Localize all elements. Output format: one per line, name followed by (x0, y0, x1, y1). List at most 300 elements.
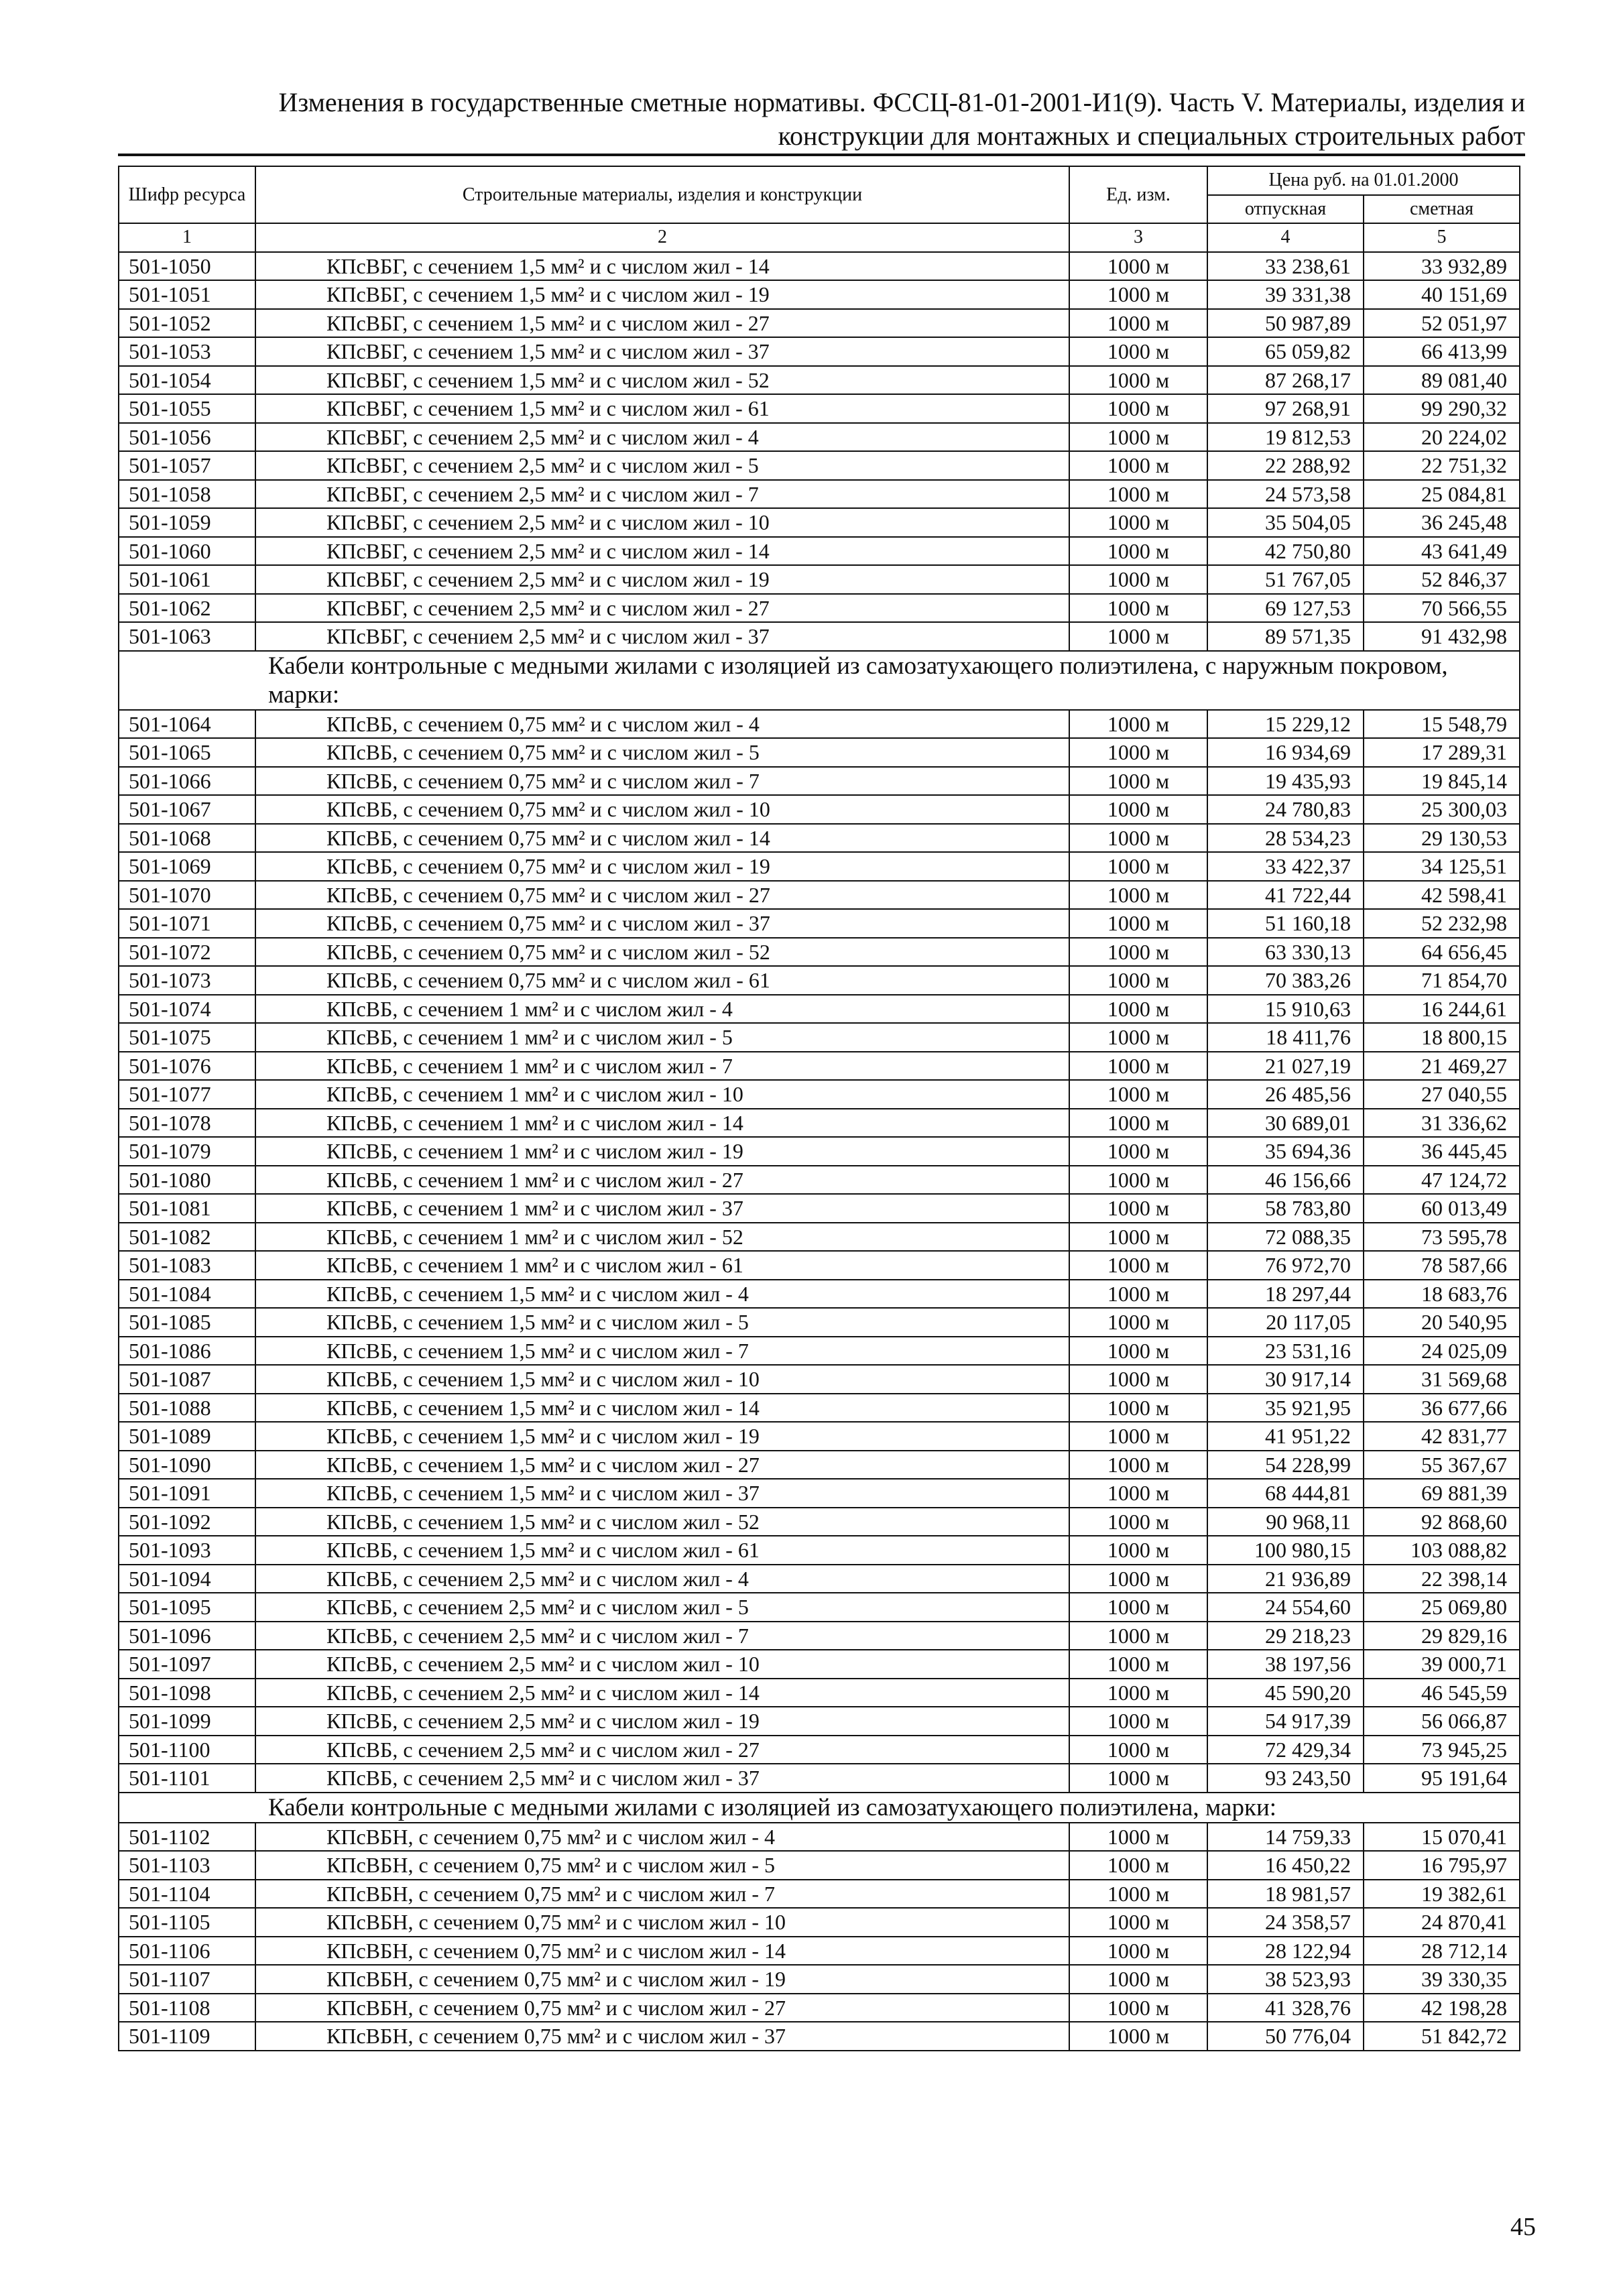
material-name: КПсВБ, с сечением 2,5 мм² и с числом жил - 10 (255, 1650, 1069, 1679)
resource-code: 501-1105 (119, 1908, 255, 1937)
resource-code: 501-1106 (119, 1937, 255, 1966)
unit: 1000 м (1069, 280, 1207, 309)
estimate-price: 27 040,55 (1364, 1080, 1520, 1109)
estimate-price: 51 842,72 (1364, 2022, 1520, 2051)
release-price: 87 268,17 (1207, 366, 1364, 395)
table-row (119, 1223, 1520, 1252)
unit: 1000 м (1069, 1194, 1207, 1223)
release-price: 70 383,26 (1207, 966, 1364, 995)
material-name: КПсВБГ, с сечением 2,5 мм² и с числом жил - 27 (255, 594, 1069, 623)
release-price: 97 268,91 (1207, 394, 1364, 423)
resource-code: 501-1050 (119, 252, 255, 281)
release-price: 46 156,66 (1207, 1166, 1364, 1195)
estimate-price: 78 587,66 (1364, 1251, 1520, 1280)
material-name: КПсВБГ, с сечением 2,5 мм² и с числом жил - 19 (255, 565, 1069, 594)
table-row (119, 337, 1520, 366)
release-price: 50 776,04 (1207, 2022, 1364, 2051)
material-name: КПсВБГ, с сечением 2,5 мм² и с числом жил - 4 (255, 423, 1069, 452)
resource-code: 501-1067 (119, 795, 255, 824)
resource-code: 501-1090 (119, 1451, 255, 1479)
material-name: КПсВБ, с сечением 1,5 мм² и с числом жил - 10 (255, 1365, 1069, 1394)
estimate-price: 47 124,72 (1364, 1166, 1520, 1195)
resource-code: 501-1051 (119, 280, 255, 309)
table-row (119, 966, 1520, 995)
unit: 1000 м (1069, 1308, 1207, 1337)
unit: 1000 м (1069, 1536, 1207, 1565)
release-price: 54 917,39 (1207, 1707, 1364, 1736)
material-name: КПсВБ, с сечением 0,75 мм² и с числом жил - 61 (255, 966, 1069, 995)
resource-code: 501-1094 (119, 1565, 255, 1593)
table-row (119, 1622, 1520, 1650)
release-price: 90 968,11 (1207, 1508, 1364, 1536)
estimate-price: 15 548,79 (1364, 710, 1520, 739)
unit: 1000 м (1069, 1965, 1207, 1994)
material-name: КПсВБ, с сечением 1 мм² и с числом жил - 4 (255, 995, 1069, 1024)
material-name: КПсВБ, с сечением 2,5 мм² и с числом жил - 14 (255, 1679, 1069, 1707)
unit: 1000 м (1069, 1023, 1207, 1052)
estimate-price: 18 800,15 (1364, 1023, 1520, 1052)
release-price: 38 197,56 (1207, 1650, 1364, 1679)
estimate-price: 22 398,14 (1364, 1565, 1520, 1593)
release-price: 72 429,34 (1207, 1736, 1364, 1764)
table-row (119, 1308, 1520, 1337)
material-name: КПсВБ, с сечением 0,75 мм² и с числом жил - 14 (255, 824, 1069, 853)
release-price: 14 759,33 (1207, 1823, 1364, 1852)
table-row (119, 881, 1520, 910)
table-row (119, 565, 1520, 594)
material-name: КПсВБ, с сечением 0,75 мм² и с числом жил - 7 (255, 767, 1069, 796)
material-name: КПсВБ, с сечением 1,5 мм² и с числом жил - 4 (255, 1280, 1069, 1309)
table-row (119, 1137, 1520, 1166)
estimate-price: 42 598,41 (1364, 881, 1520, 910)
release-price: 26 485,56 (1207, 1080, 1364, 1109)
resource-code: 501-1100 (119, 1736, 255, 1764)
unit: 1000 м (1069, 2022, 1207, 2051)
material-name: КПсВБГ, с сечением 2,5 мм² и с числом жил - 10 (255, 508, 1069, 537)
release-price: 19 435,93 (1207, 767, 1364, 796)
material-name: КПсВБ, с сечением 1 мм² и с числом жил - 5 (255, 1023, 1069, 1052)
release-price: 19 812,53 (1207, 423, 1364, 452)
release-price: 41 722,44 (1207, 881, 1364, 910)
table-body (119, 252, 1520, 2051)
table-row (119, 738, 1520, 767)
resource-code: 501-1052 (119, 309, 255, 338)
estimate-price: 16 244,61 (1364, 995, 1520, 1024)
table-row (119, 1280, 1520, 1309)
estimate-price: 52 232,98 (1364, 909, 1520, 938)
resource-code: 501-1083 (119, 1251, 255, 1280)
estimate-price: 70 566,55 (1364, 594, 1520, 623)
header-release-price: отпускная (1207, 195, 1364, 224)
page-header (114, 86, 1525, 153)
unit: 1000 м (1069, 1650, 1207, 1679)
table-row (119, 622, 1520, 651)
unit: 1000 м (1069, 1337, 1207, 1366)
unit: 1000 м (1069, 881, 1207, 910)
material-name: КПсВБ, с сечением 0,75 мм² и с числом жил - 5 (255, 738, 1069, 767)
resource-code: 501-1075 (119, 1023, 255, 1052)
estimate-price: 89 081,40 (1364, 366, 1520, 395)
unit: 1000 м (1069, 1109, 1207, 1138)
section-heading: Кабели контрольные с медными жилами с изоляцией из самозатухающего полиэтилена, марки: (119, 1793, 1520, 1823)
release-price: 35 921,95 (1207, 1394, 1364, 1423)
material-name: КПсВБ, с сечением 2,5 мм² и с числом жил - 37 (255, 1764, 1069, 1793)
release-price: 65 059,82 (1207, 337, 1364, 366)
material-name: КПсВБ, с сечением 0,75 мм² и с числом жил - 52 (255, 938, 1069, 967)
estimate-price: 64 656,45 (1364, 938, 1520, 967)
page-number: 45 (1510, 2213, 1536, 2241)
unit: 1000 м (1069, 738, 1207, 767)
table-row (119, 537, 1520, 566)
material-name: КПсВБГ, с сечением 1,5 мм² и с числом жил - 52 (255, 366, 1069, 395)
estimate-price: 40 151,69 (1364, 280, 1520, 309)
unit: 1000 м (1069, 1851, 1207, 1880)
resource-code: 501-1093 (119, 1536, 255, 1565)
resource-code: 501-1104 (119, 1880, 255, 1909)
estimate-price: 36 445,45 (1364, 1137, 1520, 1166)
resource-code: 501-1071 (119, 909, 255, 938)
material-name: КПсВБН, с сечением 0,75 мм² и с числом жил - 37 (255, 2022, 1069, 2051)
material-name: КПсВБ, с сечением 1 мм² и с числом жил - 61 (255, 1251, 1069, 1280)
estimate-price: 16 795,97 (1364, 1851, 1520, 1880)
table-row (119, 1764, 1520, 1793)
table-row (119, 2022, 1520, 2051)
release-price: 18 981,57 (1207, 1880, 1364, 1909)
resource-code: 501-1099 (119, 1707, 255, 1736)
table-row (119, 1736, 1520, 1764)
table-row (119, 451, 1520, 480)
release-price: 35 694,36 (1207, 1137, 1364, 1166)
table-row (119, 1451, 1520, 1479)
estimate-price: 20 224,02 (1364, 423, 1520, 452)
resource-code: 501-1068 (119, 824, 255, 853)
estimate-price: 24 870,41 (1364, 1908, 1520, 1937)
unit: 1000 м (1069, 1764, 1207, 1793)
table-row (119, 909, 1520, 938)
table-row (119, 1536, 1520, 1565)
header-code: Шифр ресурса (119, 166, 255, 223)
unit: 1000 м (1069, 1479, 1207, 1508)
unit: 1000 м (1069, 1707, 1207, 1736)
release-price: 18 297,44 (1207, 1280, 1364, 1309)
estimate-price: 42 198,28 (1364, 1994, 1520, 2022)
table-row (119, 1650, 1520, 1679)
table-row (119, 1937, 1520, 1966)
resource-code: 501-1064 (119, 710, 255, 739)
material-name: КПсВБГ, с сечением 2,5 мм² и с числом жил - 37 (255, 622, 1069, 651)
header-unit: Ед. изм. (1069, 166, 1207, 223)
unit: 1000 м (1069, 767, 1207, 796)
material-name: КПсВБ, с сечением 1 мм² и с числом жил - 27 (255, 1166, 1069, 1195)
resource-code: 501-1061 (119, 565, 255, 594)
estimate-price: 18 683,76 (1364, 1280, 1520, 1309)
material-name: КПсВБГ, с сечением 2,5 мм² и с числом жил - 7 (255, 480, 1069, 509)
release-price: 20 117,05 (1207, 1308, 1364, 1337)
resource-code: 501-1059 (119, 508, 255, 537)
resource-code: 501-1086 (119, 1337, 255, 1366)
material-name: КПсВБ, с сечением 1 мм² и с числом жил - 37 (255, 1194, 1069, 1223)
table-row (119, 1908, 1520, 1937)
estimate-price: 66 413,99 (1364, 337, 1520, 366)
material-name: КПсВБГ, с сечением 2,5 мм² и с числом жил - 14 (255, 537, 1069, 566)
resource-code: 501-1080 (119, 1166, 255, 1195)
unit: 1000 м (1069, 909, 1207, 938)
estimate-price: 73 595,78 (1364, 1223, 1520, 1252)
release-price: 16 450,22 (1207, 1851, 1364, 1880)
unit: 1000 м (1069, 1166, 1207, 1195)
table-row (119, 1166, 1520, 1195)
resource-code: 501-1081 (119, 1194, 255, 1223)
unit: 1000 м (1069, 1251, 1207, 1280)
estimate-price: 36 677,66 (1364, 1394, 1520, 1423)
table-row (119, 995, 1520, 1024)
table-row (119, 1707, 1520, 1736)
header-rule (118, 154, 1525, 156)
resource-code: 501-1101 (119, 1764, 255, 1793)
resource-code: 501-1087 (119, 1365, 255, 1394)
header-price-group: Цена руб. на 01.01.2000 (1207, 166, 1520, 195)
release-price: 18 411,76 (1207, 1023, 1364, 1052)
table-row (119, 508, 1520, 537)
release-price: 16 934,69 (1207, 738, 1364, 767)
unit: 1000 м (1069, 508, 1207, 537)
header-line-1: Изменения в государственные сметные нормативы. ФССЦ-81-01-2001-И1(9). Часть V. Материалы, изделия и (278, 87, 1525, 117)
material-name: КПсВБГ, с сечением 1,5 мм² и с числом жил - 19 (255, 280, 1069, 309)
estimate-price: 22 751,32 (1364, 451, 1520, 480)
resource-code: 501-1096 (119, 1622, 255, 1650)
unit: 1000 м (1069, 1223, 1207, 1252)
resource-code: 501-1056 (119, 423, 255, 452)
material-name: КПсВБ, с сечением 1 мм² и с числом жил - 52 (255, 1223, 1069, 1252)
resource-code: 501-1070 (119, 881, 255, 910)
release-price: 24 780,83 (1207, 795, 1364, 824)
table-row (119, 1479, 1520, 1508)
table-row (119, 280, 1520, 309)
column-number: 5 (1364, 223, 1520, 252)
unit: 1000 м (1069, 565, 1207, 594)
release-price: 41 951,22 (1207, 1422, 1364, 1451)
resource-code: 501-1074 (119, 995, 255, 1024)
estimate-price: 46 545,59 (1364, 1679, 1520, 1707)
column-number-row (119, 223, 1520, 252)
release-price: 22 288,92 (1207, 451, 1364, 480)
release-price: 68 444,81 (1207, 1479, 1364, 1508)
estimate-price: 43 641,49 (1364, 537, 1520, 566)
estimate-price: 29 829,16 (1364, 1622, 1520, 1650)
table-row (119, 1823, 1520, 1852)
resource-code: 501-1098 (119, 1679, 255, 1707)
material-name: КПсВБ, с сечением 1,5 мм² и с числом жил - 19 (255, 1422, 1069, 1451)
release-price: 42 750,80 (1207, 537, 1364, 566)
material-name: КПсВБ, с сечением 1 мм² и с числом жил - 19 (255, 1137, 1069, 1166)
material-name: КПсВБ, с сечением 0,75 мм² и с числом жил - 27 (255, 881, 1069, 910)
material-name: КПсВБН, с сечением 0,75 мм² и с числом жил - 5 (255, 1851, 1069, 1880)
material-name: КПсВБ, с сечением 1,5 мм² и с числом жил - 37 (255, 1479, 1069, 1508)
release-price: 54 228,99 (1207, 1451, 1364, 1479)
estimate-price: 24 025,09 (1364, 1337, 1520, 1366)
release-price: 63 330,13 (1207, 938, 1364, 967)
material-name: КПсВБ, с сечением 1,5 мм² и с числом жил - 5 (255, 1308, 1069, 1337)
table-row (119, 1994, 1520, 2022)
table-row (119, 1337, 1520, 1366)
estimate-price: 25 069,80 (1364, 1593, 1520, 1622)
release-price: 39 331,38 (1207, 280, 1364, 309)
table-row (119, 710, 1520, 739)
estimate-price: 25 084,81 (1364, 480, 1520, 509)
resource-code: 501-1053 (119, 337, 255, 366)
estimate-price: 28 712,14 (1364, 1937, 1520, 1966)
unit: 1000 м (1069, 1908, 1207, 1937)
unit: 1000 м (1069, 252, 1207, 281)
material-name: КПсВБ, с сечением 0,75 мм² и с числом жил - 37 (255, 909, 1069, 938)
material-name: КПсВБН, с сечением 0,75 мм² и с числом жил - 7 (255, 1880, 1069, 1909)
material-name: КПсВБГ, с сечением 2,5 мм² и с числом жил - 5 (255, 451, 1069, 480)
material-name: КПсВБ, с сечением 2,5 мм² и с числом жил - 19 (255, 1707, 1069, 1736)
estimate-price: 39 330,35 (1364, 1965, 1520, 1994)
release-price: 24 358,57 (1207, 1908, 1364, 1937)
price-table (118, 166, 1520, 2051)
material-name: КПсВБ, с сечением 1,5 мм² и с числом жил - 52 (255, 1508, 1069, 1536)
table-row (119, 1880, 1520, 1909)
release-price: 23 531,16 (1207, 1337, 1364, 1366)
header-name: Строительные материалы, изделия и конструкции (255, 166, 1069, 223)
table-row (119, 824, 1520, 853)
estimate-price: 19 382,61 (1364, 1880, 1520, 1909)
release-price: 30 689,01 (1207, 1109, 1364, 1138)
table-row (119, 1023, 1520, 1052)
resource-code: 501-1108 (119, 1994, 255, 2022)
release-price: 24 573,58 (1207, 480, 1364, 509)
column-number: 4 (1207, 223, 1364, 252)
unit: 1000 м (1069, 1137, 1207, 1166)
release-price: 35 504,05 (1207, 508, 1364, 537)
table-row (119, 1965, 1520, 1994)
estimate-price: 17 289,31 (1364, 738, 1520, 767)
table-row (119, 1851, 1520, 1880)
header-line-2: конструкции для монтажных и специальных строительных работ (778, 121, 1525, 151)
table-row (119, 795, 1520, 824)
estimate-price: 92 868,60 (1364, 1508, 1520, 1536)
release-price: 30 917,14 (1207, 1365, 1364, 1394)
table-row (119, 480, 1520, 509)
release-price: 93 243,50 (1207, 1764, 1364, 1793)
table-row (119, 1394, 1520, 1423)
unit: 1000 м (1069, 1080, 1207, 1109)
material-name: КПсВБ, с сечением 0,75 мм² и с числом жил - 4 (255, 710, 1069, 739)
unit: 1000 м (1069, 710, 1207, 739)
table-row (119, 1251, 1520, 1280)
resource-code: 501-1103 (119, 1851, 255, 1880)
resource-code: 501-1054 (119, 366, 255, 395)
table-row (119, 1052, 1520, 1081)
unit: 1000 м (1069, 394, 1207, 423)
release-price: 51 767,05 (1207, 565, 1364, 594)
release-price: 15 910,63 (1207, 995, 1364, 1024)
unit: 1000 м (1069, 1052, 1207, 1081)
resource-code: 501-1066 (119, 767, 255, 796)
unit: 1000 м (1069, 1593, 1207, 1622)
estimate-price: 95 191,64 (1364, 1764, 1520, 1793)
table-row (119, 1080, 1520, 1109)
resource-code: 501-1102 (119, 1823, 255, 1852)
table-row (119, 252, 1520, 281)
unit: 1000 м (1069, 938, 1207, 967)
material-name: КПсВБ, с сечением 1,5 мм² и с числом жил - 61 (255, 1536, 1069, 1565)
unit: 1000 м (1069, 622, 1207, 651)
material-name: КПсВБ, с сечением 1,5 мм² и с числом жил - 14 (255, 1394, 1069, 1423)
resource-code: 501-1062 (119, 594, 255, 623)
unit: 1000 м (1069, 1394, 1207, 1423)
resource-code: 501-1109 (119, 2022, 255, 2051)
resource-code: 501-1082 (119, 1223, 255, 1252)
resource-code: 501-1097 (119, 1650, 255, 1679)
material-name: КПсВБ, с сечением 2,5 мм² и с числом жил - 5 (255, 1593, 1069, 1622)
material-name: КПсВБ, с сечением 0,75 мм² и с числом жил - 19 (255, 852, 1069, 881)
unit: 1000 м (1069, 1679, 1207, 1707)
unit: 1000 м (1069, 480, 1207, 509)
resource-code: 501-1057 (119, 451, 255, 480)
release-price: 76 972,70 (1207, 1251, 1364, 1280)
section-heading-row (119, 651, 1520, 710)
unit: 1000 м (1069, 451, 1207, 480)
table-row (119, 938, 1520, 967)
table-row (119, 309, 1520, 338)
material-name: КПсВБ, с сечением 0,75 мм² и с числом жил - 10 (255, 795, 1069, 824)
estimate-price: 103 088,82 (1364, 1536, 1520, 1565)
table-row (119, 1194, 1520, 1223)
material-name: КПсВБГ, с сечением 1,5 мм² и с числом жил - 37 (255, 337, 1069, 366)
resource-code: 501-1063 (119, 622, 255, 651)
column-number: 1 (119, 223, 255, 252)
material-name: КПсВБ, с сечением 1 мм² и с числом жил - 7 (255, 1052, 1069, 1081)
unit: 1000 м (1069, 852, 1207, 881)
resource-code: 501-1065 (119, 738, 255, 767)
release-price: 21 027,19 (1207, 1052, 1364, 1081)
resource-code: 501-1078 (119, 1109, 255, 1138)
unit: 1000 м (1069, 1622, 1207, 1650)
release-price: 33 422,37 (1207, 852, 1364, 881)
material-name: КПсВБН, с сечением 0,75 мм² и с числом жил - 14 (255, 1937, 1069, 1966)
release-price: 100 980,15 (1207, 1536, 1364, 1565)
table-row (119, 1679, 1520, 1707)
unit: 1000 м (1069, 824, 1207, 853)
release-price: 45 590,20 (1207, 1679, 1364, 1707)
estimate-price: 36 245,48 (1364, 508, 1520, 537)
unit: 1000 м (1069, 1451, 1207, 1479)
unit: 1000 м (1069, 1880, 1207, 1909)
resource-code: 501-1092 (119, 1508, 255, 1536)
release-price: 24 554,60 (1207, 1593, 1364, 1622)
material-name: КПсВБГ, с сечением 1,5 мм² и с числом жил - 61 (255, 394, 1069, 423)
estimate-price: 19 845,14 (1364, 767, 1520, 796)
unit: 1000 м (1069, 309, 1207, 338)
release-price: 69 127,53 (1207, 594, 1364, 623)
table-row (119, 1365, 1520, 1394)
table-row (119, 767, 1520, 796)
unit: 1000 м (1069, 795, 1207, 824)
resource-code: 501-1073 (119, 966, 255, 995)
table-row (119, 366, 1520, 395)
unit: 1000 м (1069, 1823, 1207, 1852)
estimate-price: 55 367,67 (1364, 1451, 1520, 1479)
estimate-price: 99 290,32 (1364, 394, 1520, 423)
estimate-price: 15 070,41 (1364, 1823, 1520, 1852)
estimate-price: 60 013,49 (1364, 1194, 1520, 1223)
resource-code: 501-1091 (119, 1479, 255, 1508)
estimate-price: 21 469,27 (1364, 1052, 1520, 1081)
material-name: КПсВБН, с сечением 0,75 мм² и с числом жил - 19 (255, 1965, 1069, 1994)
unit: 1000 м (1069, 1994, 1207, 2022)
